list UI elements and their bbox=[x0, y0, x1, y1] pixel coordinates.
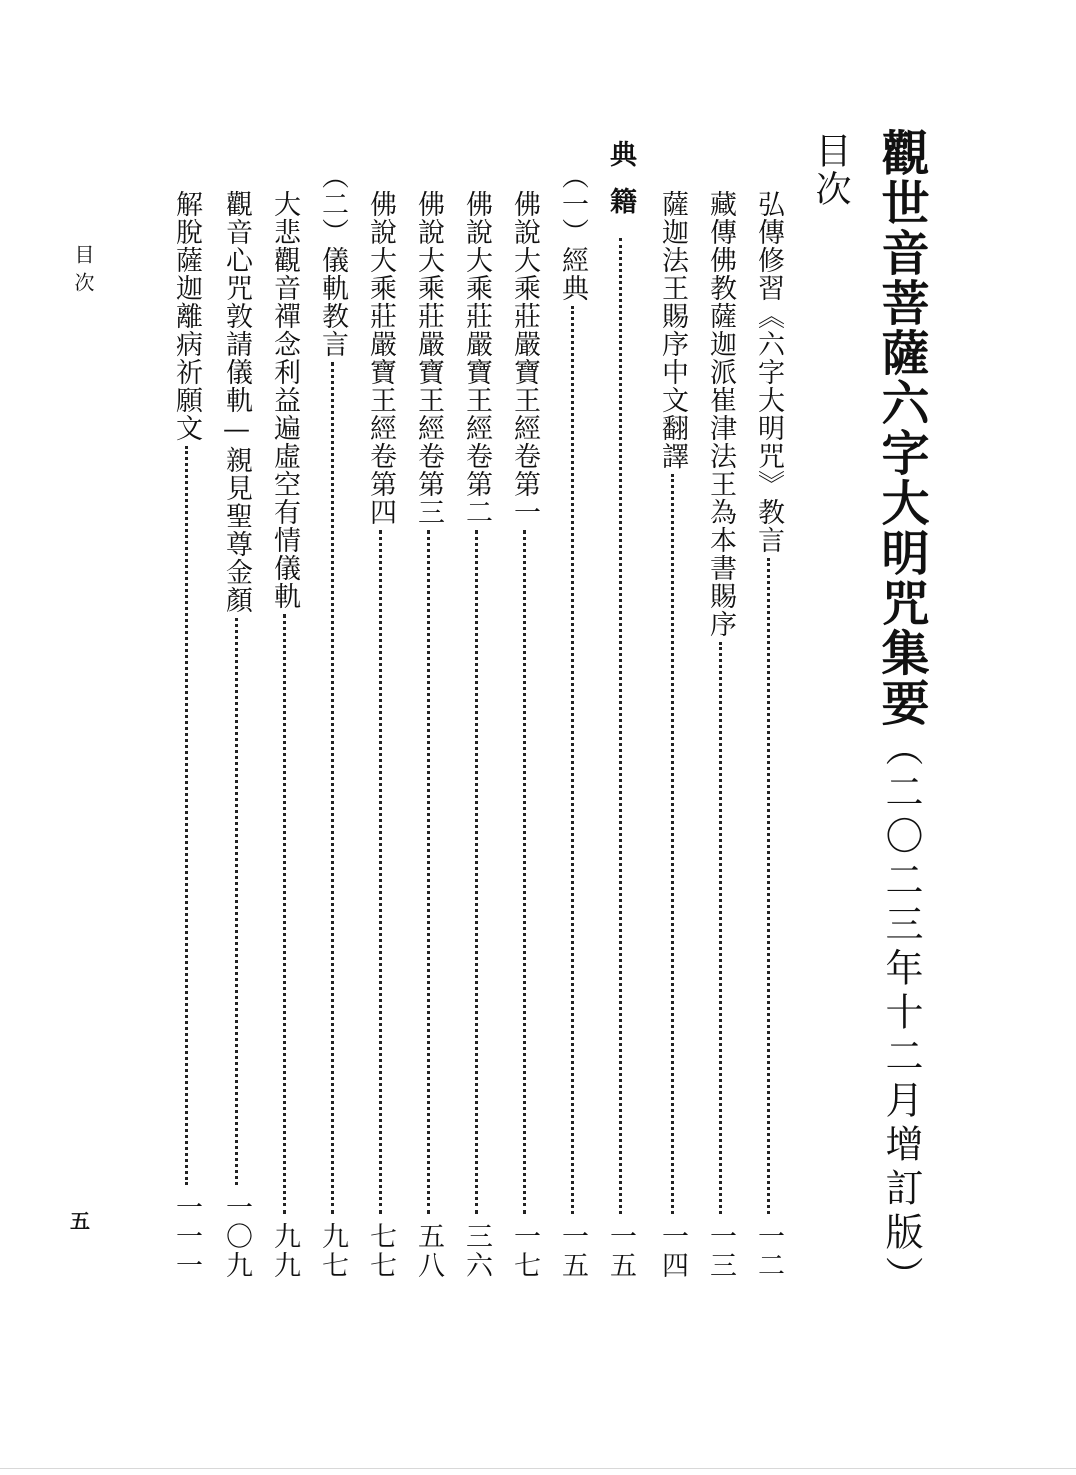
toc-entry-title: 佛說大乘莊嚴寶王經卷第一 bbox=[509, 190, 540, 526]
toc-entry-page: 一一一 bbox=[171, 1193, 202, 1280]
page-edge-rule bbox=[0, 1468, 1076, 1469]
leader-dots bbox=[331, 362, 334, 1214]
toc-entry[interactable] bbox=[408, 190, 448, 1280]
toc-entry-page: 九七 bbox=[317, 1222, 348, 1280]
toc-entry-page: 一〇九 bbox=[221, 1193, 252, 1280]
leader-dots bbox=[767, 558, 770, 1214]
toc-entry-page: 一五 bbox=[605, 1222, 636, 1280]
toc-entry-title: 大悲觀音禪念利益遍虛空有情儀軌 bbox=[269, 190, 300, 610]
toc-entry-page: 一二 bbox=[753, 1222, 784, 1280]
book-title bbox=[865, 128, 937, 1300]
leader-dots bbox=[523, 530, 526, 1214]
toc-entry-title: 佛說大乘莊嚴寶王經卷第三 bbox=[413, 190, 444, 526]
toc-entry-title: 佛說大乘莊嚴寶王經卷第四 bbox=[365, 190, 396, 526]
toc-entry[interactable] bbox=[456, 190, 496, 1280]
toc-entry-title: 觀音心咒敦請儀軌—親見聖尊金顏 bbox=[221, 190, 252, 614]
leader-dots bbox=[475, 530, 478, 1214]
toc-subsection-entry[interactable] bbox=[312, 162, 352, 1280]
toc-section-entry[interactable] bbox=[600, 140, 640, 1280]
toc-entry[interactable] bbox=[166, 190, 206, 1280]
running-head: 目次 bbox=[71, 244, 95, 300]
book-edition: （二〇二三年十二月增訂版） bbox=[879, 728, 923, 1300]
toc-entry-page: 一五 bbox=[557, 1222, 588, 1280]
toc-heading: 目次 bbox=[810, 132, 851, 208]
page-number: 五 bbox=[70, 1209, 90, 1233]
book-title-main: 觀世音菩薩六字大明咒集要 bbox=[873, 128, 929, 728]
leader-dots bbox=[283, 614, 286, 1214]
leader-dots bbox=[571, 306, 574, 1214]
toc-entry-page: 一三 bbox=[705, 1222, 736, 1280]
toc-entry-page: 一四 bbox=[657, 1222, 688, 1280]
toc-entry-title: 薩迦法王賜序中文翻譯 bbox=[657, 190, 688, 470]
leader-dots bbox=[619, 238, 622, 1214]
toc-entry-page: 三六 bbox=[461, 1222, 492, 1280]
toc-entry-title: 藏傳佛教薩迦派崔津法王為本書賜序 bbox=[705, 190, 736, 638]
toc-entry[interactable] bbox=[264, 190, 304, 1280]
toc-entry-page: 五八 bbox=[413, 1222, 444, 1280]
toc-entry[interactable] bbox=[216, 190, 256, 1280]
toc-entry-title: （一）經典 bbox=[557, 162, 588, 302]
toc-entry-page: 九九 bbox=[269, 1222, 300, 1280]
leader-dots bbox=[185, 446, 188, 1185]
toc-entry[interactable] bbox=[748, 190, 788, 1280]
toc-entry-title: 弘傳修習《六字大明咒》教言 bbox=[753, 190, 784, 554]
toc-entry[interactable] bbox=[700, 190, 740, 1280]
toc-entry[interactable] bbox=[360, 190, 400, 1280]
toc-entry-title: 典籍 bbox=[605, 140, 636, 234]
toc-entry-page: 七七 bbox=[365, 1222, 396, 1280]
toc-entry-title: （二）儀軌教言 bbox=[317, 162, 348, 358]
leader-dots bbox=[235, 618, 238, 1185]
leader-dots bbox=[719, 642, 722, 1214]
leader-dots bbox=[671, 474, 674, 1214]
toc-entry-page: 一七 bbox=[509, 1222, 540, 1280]
toc-entry[interactable] bbox=[652, 190, 692, 1280]
leader-dots bbox=[427, 530, 430, 1214]
toc-entry-title: 佛說大乘莊嚴寶王經卷第二 bbox=[461, 190, 492, 526]
toc-subsection-entry[interactable] bbox=[552, 162, 592, 1280]
leader-dots bbox=[379, 530, 382, 1214]
toc-entry-title: 解脫薩迦離病祈願文 bbox=[171, 190, 202, 442]
toc-entry[interactable] bbox=[504, 190, 544, 1280]
